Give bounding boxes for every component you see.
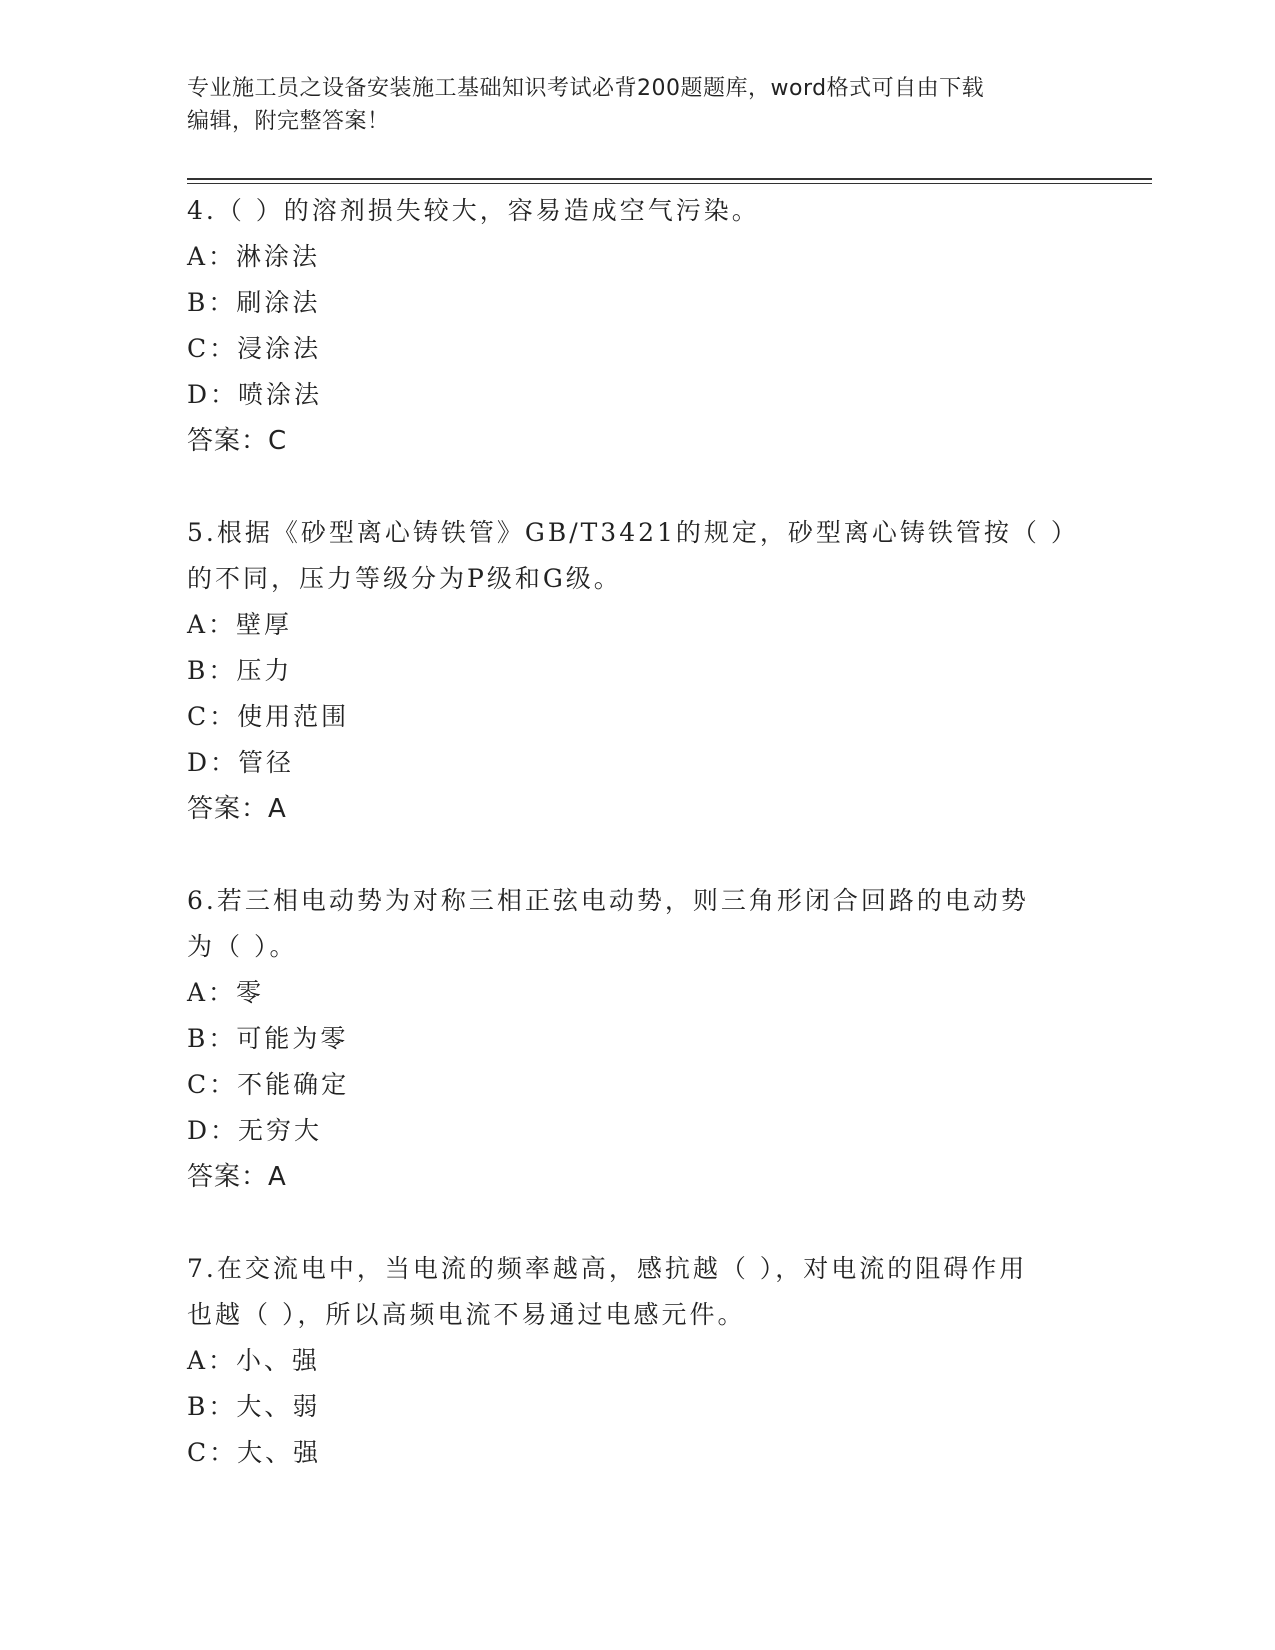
option-c: C：使用范围	[187, 702, 350, 731]
option-b: B：压力	[187, 656, 293, 685]
option-b: B：大、弱	[187, 1392, 321, 1421]
option-c: C：浸涂法	[187, 334, 322, 363]
option-d: D：喷涂法	[187, 380, 323, 409]
header-divider-thin	[187, 183, 1152, 184]
question-stem: 4.（ ）的溶剂损失较大，容易造成空气污染。	[187, 196, 760, 225]
option-a: A：壁厚	[187, 610, 293, 639]
question-stem-continued: 为（ ）。	[187, 932, 298, 961]
question-5	[187, 510, 1087, 832]
option-d: D：无穷大	[187, 1116, 323, 1145]
header-line-1: 专业施工员之设备安装施工基础知识考试必背200题题库，word格式可自由下载	[187, 76, 985, 101]
option-c: C：不能确定	[187, 1070, 350, 1099]
option-d: D：管径	[187, 748, 295, 777]
question-stem-continued: 也越（ ），所以高频电流不易通过电感元件。	[187, 1300, 746, 1329]
question-stem: 6.若三相电动势为对称三相正弦电动势，则三角形闭合回路的电动势	[187, 886, 1029, 915]
option-a: A：零	[187, 978, 265, 1007]
question-stem: 7.在交流电中，当电流的频率越高，感抗越（ ），对电流的阻碍作用	[187, 1254, 1028, 1283]
header-line-2: 编辑，附完整答案！	[187, 109, 390, 134]
option-b: B：可能为零	[187, 1024, 349, 1053]
question-4	[187, 188, 1087, 464]
question-stem-continued: 的不同，压力等级分为P级和G级。	[187, 564, 622, 593]
option-a: A：小、强	[187, 1346, 321, 1375]
answer-line: 答案：C	[187, 426, 288, 456]
option-b: B：刷涂法	[187, 288, 321, 317]
question-7	[187, 1246, 1087, 1476]
question-list	[187, 188, 1087, 1522]
answer-line: 答案：A	[187, 794, 287, 824]
answer-line: 答案：A	[187, 1162, 287, 1192]
option-c: C：大、强	[187, 1438, 322, 1467]
header-divider-thick	[187, 178, 1152, 180]
question-stem: 5.根据《砂型离心铸铁管》GB/T3421的规定，砂型离心铸铁管按（ ）	[187, 518, 1079, 547]
document-header	[187, 72, 1087, 138]
option-a: A：淋涂法	[187, 242, 321, 271]
question-6	[187, 878, 1087, 1200]
